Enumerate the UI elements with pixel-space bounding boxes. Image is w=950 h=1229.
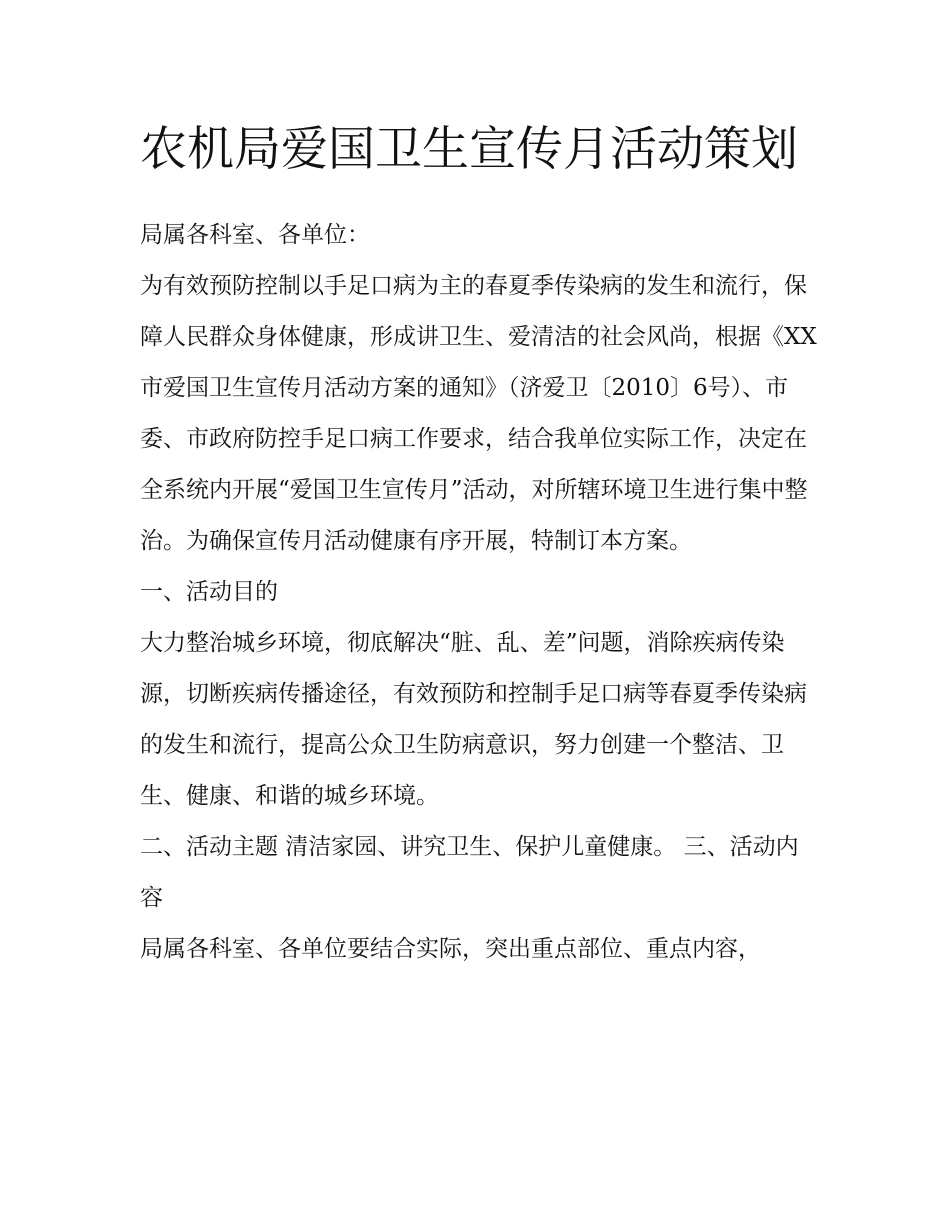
document-title: 农机局爱国卫生宣传月活动策划 <box>140 122 798 177</box>
document-content <box>140 112 820 975</box>
section-2-3-line: 二、活动主题 清洁家园、讲究卫生、保护儿童健康。 三、活动内容 <box>140 834 799 911</box>
intro-paragraph: 为有效预防控制以手足口病为主的春夏季传染病的发生和流行，保障人民群众身体健康，形成讲卫生、爱清洁的社会风尚，根据《XX市爱国卫生宣传月活动方案的通知》（济爱卫〔2010〕6号）、市委、市政府防控手足口病工作要求，结合我单位实际工作，决定在全系统内开展“爱国卫生宣传月”活动，对所辖环境卫生进行集中整治。为确保宣传月活动健康有序开展，特制订本方案。 <box>140 273 817 554</box>
salutation: 局属各科室、各单位： <box>140 222 370 248</box>
section-1-body: 大力整治城乡环境，彻底解决“脏、乱、差”问题，消除疾病传染源，切断疾病传播途径，有效预防和控制手足口病等春夏季传染病的发生和流行，提高公众卫生防病意识，努力创建一个整洁、卫生、健康、和谐的城乡环境。 <box>140 630 807 809</box>
section-1-heading: 一、活动目的 <box>140 579 278 605</box>
section-3-body: 局属各科室、各单位要结合实际，突出重点部位、重点内容， <box>140 936 761 962</box>
